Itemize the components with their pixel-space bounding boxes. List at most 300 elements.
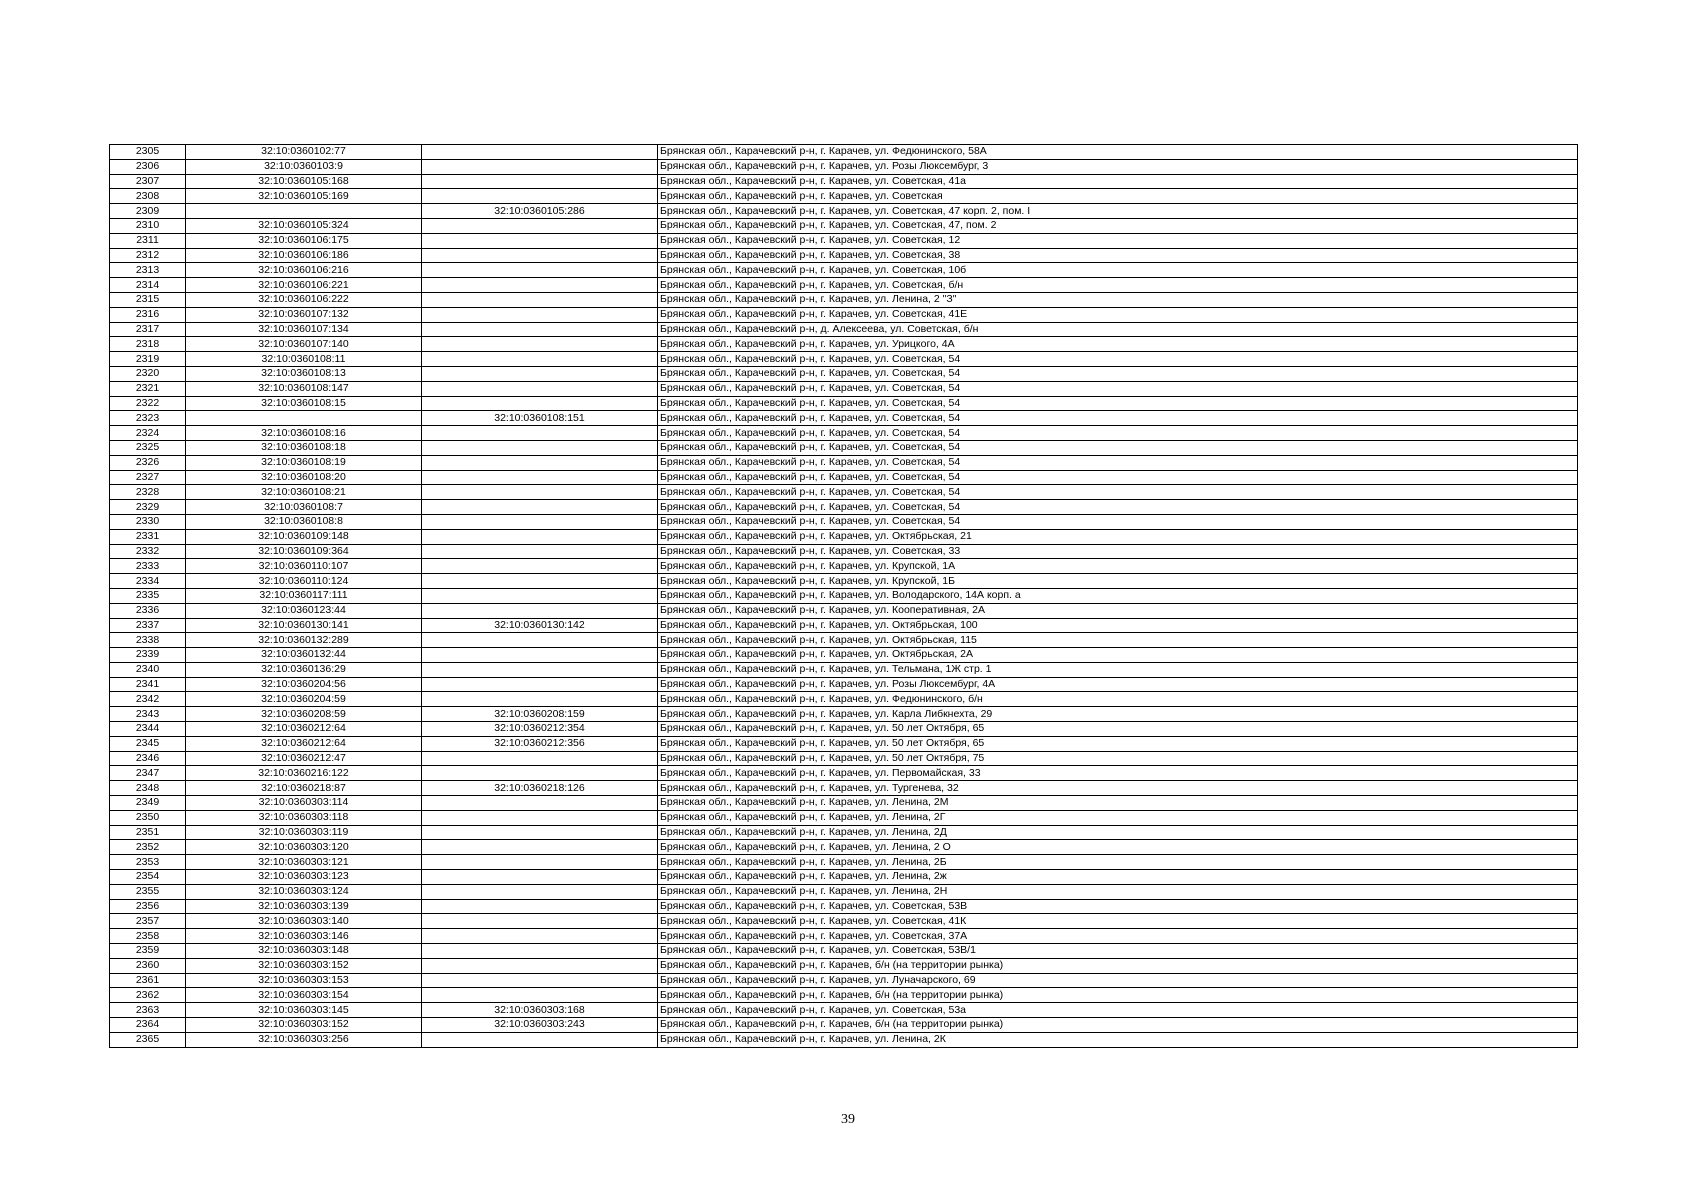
row-number-cell: 2314 <box>110 278 186 293</box>
row-number-cell: 2349 <box>110 796 186 811</box>
related-cadastral-number-cell <box>422 485 658 500</box>
row-number-cell: 2352 <box>110 840 186 855</box>
row-number-cell: 2308 <box>110 189 186 204</box>
table-row <box>110 781 1578 796</box>
related-cadastral-number-cell <box>422 455 658 470</box>
table-row <box>110 426 1578 441</box>
table-row <box>110 736 1578 751</box>
table-row <box>110 840 1578 855</box>
related-cadastral-number-cell <box>422 381 658 396</box>
cadastral-number-cell: 32:10:0360108:8 <box>186 514 422 529</box>
cadastral-number-cell: 32:10:0360108:7 <box>186 500 422 515</box>
address-cell: Брянская обл., Карачевский р-н, г. Карачев, ул. Федюнинского, 58А <box>658 145 1578 160</box>
address-cell: Брянская обл., Карачевский р-н, г. Карачев, ул. Советская, 47 корп. 2, пом. I <box>658 204 1578 219</box>
cadastral-number-cell: 32:10:0360105:168 <box>186 174 422 189</box>
address-cell: Брянская обл., Карачевский р-н, г. Карачев, ул. Ленина, 2 О <box>658 840 1578 855</box>
row-number-cell: 2322 <box>110 396 186 411</box>
address-cell: Брянская обл., Карачевский р-н, г. Карачев, ул. Советская, 41Е <box>658 307 1578 322</box>
cadastral-number-cell: 32:10:0360303:123 <box>186 870 422 885</box>
row-number-cell: 2306 <box>110 159 186 174</box>
table-row <box>110 544 1578 559</box>
address-cell: Брянская обл., Карачевский р-н, г. Карачев, ул. Октябрьская, 100 <box>658 618 1578 633</box>
address-cell: Брянская обл., Карачевский р-н, г. Карачев, ул. Советская, 47, пом. 2 <box>658 218 1578 233</box>
related-cadastral-number-cell <box>422 825 658 840</box>
related-cadastral-number-cell <box>422 544 658 559</box>
table-row <box>110 1003 1578 1018</box>
table-row <box>110 381 1578 396</box>
cadastral-number-cell: 32:10:0360109:364 <box>186 544 422 559</box>
address-cell: Брянская обл., Карачевский р-н, г. Карачев, ул. Советская, 54 <box>658 426 1578 441</box>
table-row <box>110 633 1578 648</box>
row-number-cell: 2341 <box>110 677 186 692</box>
row-number-cell: 2317 <box>110 322 186 337</box>
cadastral-number-cell: 32:10:0360107:134 <box>186 322 422 337</box>
table-row <box>110 307 1578 322</box>
row-number-cell: 2333 <box>110 559 186 574</box>
cadastral-number-cell: 32:10:0360103:9 <box>186 159 422 174</box>
row-number-cell: 2351 <box>110 825 186 840</box>
table-row <box>110 485 1578 500</box>
cadastral-number-cell: 32:10:0360212:64 <box>186 722 422 737</box>
address-cell: Брянская обл., Карачевский р-н, г. Карачев, ул. Советская, 54 <box>658 455 1578 470</box>
related-cadastral-number-cell: 32:10:0360105:286 <box>422 204 658 219</box>
row-number-cell: 2343 <box>110 707 186 722</box>
address-cell: Брянская обл., Карачевский р-н, г. Карачев, ул. Тельмана, 1Ж стр. 1 <box>658 662 1578 677</box>
cadastral-number-cell: 32:10:0360303:256 <box>186 1032 422 1047</box>
cadastral-number-cell: 32:10:0360108:147 <box>186 381 422 396</box>
address-cell: Брянская обл., Карачевский р-н, г. Карачев, ул. Советская, 12 <box>658 233 1578 248</box>
cadastral-number-cell: 32:10:0360109:148 <box>186 529 422 544</box>
row-number-cell: 2362 <box>110 988 186 1003</box>
address-cell: Брянская обл., Карачевский р-н, г. Карачев, ул. Советская, б/н <box>658 278 1578 293</box>
row-number-cell: 2350 <box>110 810 186 825</box>
table-row <box>110 1032 1578 1047</box>
table-row <box>110 796 1578 811</box>
address-cell: Брянская обл., Карачевский р-н, г. Карачев, ул. Первомайская, 33 <box>658 766 1578 781</box>
address-cell: Брянская обл., Карачевский р-н, г. Карачев, ул. Крупской, 1А <box>658 559 1578 574</box>
related-cadastral-number-cell <box>422 588 658 603</box>
row-number-cell: 2326 <box>110 455 186 470</box>
table-row <box>110 825 1578 840</box>
related-cadastral-number-cell <box>422 145 658 160</box>
table-row <box>110 366 1578 381</box>
address-cell: Брянская обл., Карачевский р-н, г. Карачев, ул. Советская, 54 <box>658 500 1578 515</box>
table-row <box>110 233 1578 248</box>
table-row <box>110 500 1578 515</box>
table-row <box>110 292 1578 307</box>
table-row <box>110 440 1578 455</box>
address-cell: Брянская обл., Карачевский р-н, г. Карачев, ул. Ленина, 2Г <box>658 810 1578 825</box>
row-number-cell: 2331 <box>110 529 186 544</box>
property-register-table <box>109 144 1578 1048</box>
related-cadastral-number-cell <box>422 233 658 248</box>
row-number-cell: 2338 <box>110 633 186 648</box>
cadastral-number-cell <box>186 204 422 219</box>
row-number-cell: 2347 <box>110 766 186 781</box>
cadastral-number-cell: 32:10:0360132:44 <box>186 648 422 663</box>
address-cell: Брянская обл., Карачевский р-н, г. Карачев, ул. Ленина, 2Д <box>658 825 1578 840</box>
row-number-cell: 2329 <box>110 500 186 515</box>
table-row <box>110 529 1578 544</box>
cadastral-number-cell: 32:10:0360132:289 <box>186 633 422 648</box>
address-cell: Брянская обл., Карачевский р-н, г. Карачев, б/н (на территории рынка) <box>658 1018 1578 1033</box>
row-number-cell: 2340 <box>110 662 186 677</box>
related-cadastral-number-cell <box>422 174 658 189</box>
row-number-cell: 2348 <box>110 781 186 796</box>
address-cell: Брянская обл., Карачевский р-н, г. Карачев, ул. Советская, 54 <box>658 514 1578 529</box>
row-number-cell: 2359 <box>110 944 186 959</box>
row-number-cell: 2319 <box>110 352 186 367</box>
table-row <box>110 944 1578 959</box>
row-number-cell: 2321 <box>110 381 186 396</box>
cadastral-number-cell: 32:10:0360303:119 <box>186 825 422 840</box>
related-cadastral-number-cell <box>422 988 658 1003</box>
related-cadastral-number-cell <box>422 278 658 293</box>
table-row <box>110 204 1578 219</box>
related-cadastral-number-cell: 32:10:0360212:354 <box>422 722 658 737</box>
address-cell: Брянская обл., Карачевский р-н, г. Карачев, ул. Розы Люксембург, 4А <box>658 677 1578 692</box>
cadastral-number-cell: 32:10:0360105:169 <box>186 189 422 204</box>
cadastral-number-cell: 32:10:0360303:148 <box>186 944 422 959</box>
address-cell: Брянская обл., Карачевский р-н, г. Карачев, ул. 50 лет Октября, 65 <box>658 736 1578 751</box>
related-cadastral-number-cell <box>422 1032 658 1047</box>
address-cell: Брянская обл., Карачевский р-н, г. Карачев, ул. Октябрьская, 21 <box>658 529 1578 544</box>
address-cell: Брянская обл., Карачевский р-н, г. Карачев, ул. Советская, 54 <box>658 366 1578 381</box>
related-cadastral-number-cell <box>422 633 658 648</box>
row-number-cell: 2357 <box>110 914 186 929</box>
address-cell: Брянская обл., Карачевский р-н, г. Карачев, ул. Кооперативная, 2А <box>658 603 1578 618</box>
cadastral-number-cell: 32:10:0360108:16 <box>186 426 422 441</box>
table-row <box>110 855 1578 870</box>
address-cell: Брянская обл., Карачевский р-н, г. Карачев, ул. Розы Люксембург, 3 <box>658 159 1578 174</box>
table-row <box>110 145 1578 160</box>
address-cell: Брянская обл., Карачевский р-н, г. Карачев, ул. Ленина, 2 "З" <box>658 292 1578 307</box>
related-cadastral-number-cell <box>422 218 658 233</box>
table-row <box>110 692 1578 707</box>
address-cell: Брянская обл., Карачевский р-н, г. Карачев, ул. Советская, 38 <box>658 248 1578 263</box>
related-cadastral-number-cell <box>422 648 658 663</box>
cadastral-number-cell: 32:10:0360303:118 <box>186 810 422 825</box>
address-cell: Брянская обл., Карачевский р-н, г. Карачев, б/н (на территории рынка) <box>658 958 1578 973</box>
address-cell: Брянская обл., Карачевский р-н, г. Карачев, ул. Советская, 54 <box>658 485 1578 500</box>
cadastral-number-cell: 32:10:0360130:141 <box>186 618 422 633</box>
row-number-cell: 2312 <box>110 248 186 263</box>
related-cadastral-number-cell <box>422 751 658 766</box>
cadastral-number-cell: 32:10:0360136:29 <box>186 662 422 677</box>
cadastral-number-cell: 32:10:0360108:18 <box>186 440 422 455</box>
table-row <box>110 810 1578 825</box>
row-number-cell: 2361 <box>110 973 186 988</box>
table-row <box>110 559 1578 574</box>
cadastral-number-cell: 32:10:0360303:121 <box>186 855 422 870</box>
table-row <box>110 766 1578 781</box>
table-row <box>110 929 1578 944</box>
cadastral-number-cell: 32:10:0360204:59 <box>186 692 422 707</box>
address-cell: Брянская обл., Карачевский р-н, г. Карачев, ул. 50 лет Октября, 65 <box>658 722 1578 737</box>
row-number-cell: 2365 <box>110 1032 186 1047</box>
related-cadastral-number-cell <box>422 514 658 529</box>
related-cadastral-number-cell <box>422 958 658 973</box>
address-cell: Брянская обл., Карачевский р-н, г. Карачев, ул. Ленина, 2М <box>658 796 1578 811</box>
cadastral-number-cell: 32:10:0360117:111 <box>186 588 422 603</box>
row-number-cell: 2342 <box>110 692 186 707</box>
related-cadastral-number-cell <box>422 677 658 692</box>
address-cell: Брянская обл., Карачевский р-н, г. Карачев, ул. Октябрьская, 2А <box>658 648 1578 663</box>
address-cell: Брянская обл., Карачевский р-н, д. Алексеева, ул. Советская, б/н <box>658 322 1578 337</box>
table-row <box>110 322 1578 337</box>
table-row <box>110 263 1578 278</box>
cadastral-number-cell: 32:10:0360106:175 <box>186 233 422 248</box>
table-row <box>110 1018 1578 1033</box>
table-body <box>110 145 1578 1048</box>
related-cadastral-number-cell <box>422 337 658 352</box>
related-cadastral-number-cell <box>422 603 658 618</box>
address-cell: Брянская обл., Карачевский р-н, г. Карачев, ул. Крупской, 1Б <box>658 574 1578 589</box>
table-row <box>110 870 1578 885</box>
cadastral-number-cell: 32:10:0360303:153 <box>186 973 422 988</box>
address-cell: Брянская обл., Карачевский р-н, г. Карачев, ул. Советская, 41а <box>658 174 1578 189</box>
related-cadastral-number-cell <box>422 944 658 959</box>
row-number-cell: 2318 <box>110 337 186 352</box>
address-cell: Брянская обл., Карачевский р-н, г. Карачев, ул. Урицкого, 4А <box>658 337 1578 352</box>
related-cadastral-number-cell <box>422 440 658 455</box>
row-number-cell: 2334 <box>110 574 186 589</box>
related-cadastral-number-cell <box>422 855 658 870</box>
row-number-cell: 2345 <box>110 736 186 751</box>
row-number-cell: 2327 <box>110 470 186 485</box>
address-cell: Брянская обл., Карачевский р-н, г. Карачев, ул. Карла Либкнехта, 29 <box>658 707 1578 722</box>
cadastral-number-cell: 32:10:0360108:11 <box>186 352 422 367</box>
address-cell: Брянская обл., Карачевский р-н, г. Карачев, ул. Советская, 10б <box>658 263 1578 278</box>
cadastral-number-cell: 32:10:0360303:120 <box>186 840 422 855</box>
page-number: 39 <box>841 1112 855 1127</box>
cadastral-number-cell: 32:10:0360108:19 <box>186 455 422 470</box>
table-row <box>110 662 1578 677</box>
table-row <box>110 455 1578 470</box>
table-row <box>110 278 1578 293</box>
address-cell: Брянская обл., Карачевский р-н, г. Карачев, ул. Ленина, 2Н <box>658 884 1578 899</box>
row-number-cell: 2339 <box>110 648 186 663</box>
cadastral-number-cell: 32:10:0360218:87 <box>186 781 422 796</box>
row-number-cell: 2310 <box>110 218 186 233</box>
row-number-cell: 2323 <box>110 411 186 426</box>
table-row <box>110 248 1578 263</box>
address-cell: Брянская обл., Карачевский р-н, г. Карачев, ул. 50 лет Октября, 75 <box>658 751 1578 766</box>
cadastral-number-cell: 32:10:0360212:64 <box>186 736 422 751</box>
related-cadastral-number-cell <box>422 352 658 367</box>
related-cadastral-number-cell <box>422 899 658 914</box>
cadastral-number-cell: 32:10:0360208:59 <box>186 707 422 722</box>
table-row <box>110 973 1578 988</box>
related-cadastral-number-cell <box>422 914 658 929</box>
related-cadastral-number-cell <box>422 884 658 899</box>
table-row <box>110 218 1578 233</box>
cadastral-number-cell: 32:10:0360106:186 <box>186 248 422 263</box>
related-cadastral-number-cell <box>422 263 658 278</box>
related-cadastral-number-cell: 32:10:0360212:356 <box>422 736 658 751</box>
cadastral-number-cell: 32:10:0360107:140 <box>186 337 422 352</box>
cadastral-number-cell: 32:10:0360303:139 <box>186 899 422 914</box>
address-cell: Брянская обл., Карачевский р-н, г. Карачев, ул. Советская, 33 <box>658 544 1578 559</box>
related-cadastral-number-cell <box>422 662 658 677</box>
cadastral-number-cell: 32:10:0360108:13 <box>186 366 422 381</box>
related-cadastral-number-cell <box>422 796 658 811</box>
row-number-cell: 2311 <box>110 233 186 248</box>
related-cadastral-number-cell <box>422 973 658 988</box>
address-cell: Брянская обл., Карачевский р-н, г. Карачев, ул. Советская, 54 <box>658 352 1578 367</box>
address-cell: Брянская обл., Карачевский р-н, г. Карачев, ул. Советская, 53а <box>658 1003 1578 1018</box>
table-row <box>110 174 1578 189</box>
table-row <box>110 988 1578 1003</box>
cadastral-number-cell: 32:10:0360110:124 <box>186 574 422 589</box>
row-number-cell: 2313 <box>110 263 186 278</box>
related-cadastral-number-cell <box>422 292 658 307</box>
table-row <box>110 189 1578 204</box>
row-number-cell: 2360 <box>110 958 186 973</box>
table-row <box>110 899 1578 914</box>
cadastral-number-cell: 32:10:0360106:221 <box>186 278 422 293</box>
related-cadastral-number-cell <box>422 322 658 337</box>
table-row <box>110 648 1578 663</box>
table-row <box>110 884 1578 899</box>
cadastral-number-cell: 32:10:0360106:222 <box>186 292 422 307</box>
table-row <box>110 514 1578 529</box>
related-cadastral-number-cell <box>422 159 658 174</box>
address-cell: Брянская обл., Карачевский р-н, г. Карачев, ул. Советская, 54 <box>658 470 1578 485</box>
address-cell: Брянская обл., Карачевский р-н, г. Карачев, ул. Тургенева, 32 <box>658 781 1578 796</box>
row-number-cell: 2328 <box>110 485 186 500</box>
row-number-cell: 2356 <box>110 899 186 914</box>
address-cell: Брянская обл., Карачевский р-н, г. Карачев, ул. Октябрьская, 115 <box>658 633 1578 648</box>
cadastral-number-cell: 32:10:0360105:324 <box>186 218 422 233</box>
row-number-cell: 2332 <box>110 544 186 559</box>
cadastral-number-cell <box>186 411 422 426</box>
row-number-cell: 2335 <box>110 588 186 603</box>
related-cadastral-number-cell <box>422 426 658 441</box>
related-cadastral-number-cell: 32:10:0360108:151 <box>422 411 658 426</box>
cadastral-number-cell: 32:10:0360108:20 <box>186 470 422 485</box>
table-row <box>110 914 1578 929</box>
address-cell: Брянская обл., Карачевский р-н, г. Карачев, б/н (на территории рынка) <box>658 988 1578 1003</box>
cadastral-number-cell: 32:10:0360108:15 <box>186 396 422 411</box>
table-row <box>110 396 1578 411</box>
address-cell: Брянская обл., Карачевский р-н, г. Карачев, ул. Советская <box>658 189 1578 204</box>
cadastral-number-cell: 32:10:0360106:216 <box>186 263 422 278</box>
table-row <box>110 707 1578 722</box>
address-cell: Брянская обл., Карачевский р-н, г. Карачев, ул. Ленина, 2К <box>658 1032 1578 1047</box>
row-number-cell: 2315 <box>110 292 186 307</box>
address-cell: Брянская обл., Карачевский р-н, г. Карачев, ул. Советская, 54 <box>658 411 1578 426</box>
row-number-cell: 2358 <box>110 929 186 944</box>
cadastral-number-cell: 32:10:0360303:140 <box>186 914 422 929</box>
cadastral-number-cell: 32:10:0360303:145 <box>186 1003 422 1018</box>
related-cadastral-number-cell <box>422 559 658 574</box>
address-cell: Брянская обл., Карачевский р-н, г. Карачев, ул. Федюнинского, б/н <box>658 692 1578 707</box>
cadastral-number-cell: 32:10:0360107:132 <box>186 307 422 322</box>
cadastral-number-cell: 32:10:0360303:152 <box>186 958 422 973</box>
cadastral-number-cell: 32:10:0360123:44 <box>186 603 422 618</box>
cadastral-number-cell: 32:10:0360110:107 <box>186 559 422 574</box>
related-cadastral-number-cell: 32:10:0360303:243 <box>422 1018 658 1033</box>
related-cadastral-number-cell <box>422 574 658 589</box>
row-number-cell: 2363 <box>110 1003 186 1018</box>
cadastral-number-cell: 32:10:0360303:152 <box>186 1018 422 1033</box>
related-cadastral-number-cell <box>422 396 658 411</box>
related-cadastral-number-cell <box>422 366 658 381</box>
address-cell: Брянская обл., Карачевский р-н, г. Карачев, ул. Советская, 54 <box>658 381 1578 396</box>
related-cadastral-number-cell: 32:10:0360303:168 <box>422 1003 658 1018</box>
table-row <box>110 588 1578 603</box>
address-cell: Брянская обл., Карачевский р-н, г. Карачев, ул. Советская, 53В <box>658 899 1578 914</box>
row-number-cell: 2325 <box>110 440 186 455</box>
related-cadastral-number-cell <box>422 189 658 204</box>
row-number-cell: 2307 <box>110 174 186 189</box>
table-row <box>110 958 1578 973</box>
row-number-cell: 2309 <box>110 204 186 219</box>
row-number-cell: 2364 <box>110 1018 186 1033</box>
row-number-cell: 2324 <box>110 426 186 441</box>
related-cadastral-number-cell <box>422 840 658 855</box>
related-cadastral-number-cell <box>422 248 658 263</box>
related-cadastral-number-cell <box>422 766 658 781</box>
related-cadastral-number-cell <box>422 810 658 825</box>
row-number-cell: 2305 <box>110 145 186 160</box>
row-number-cell: 2330 <box>110 514 186 529</box>
table-row <box>110 470 1578 485</box>
address-cell: Брянская обл., Карачевский р-н, г. Карачев, ул. Советская, 41К <box>658 914 1578 929</box>
row-number-cell: 2346 <box>110 751 186 766</box>
table-row <box>110 722 1578 737</box>
related-cadastral-number-cell: 32:10:0360218:126 <box>422 781 658 796</box>
related-cadastral-number-cell <box>422 307 658 322</box>
related-cadastral-number-cell <box>422 870 658 885</box>
table-row <box>110 603 1578 618</box>
address-cell: Брянская обл., Карачевский р-н, г. Карачев, ул. Ленина, 2Б <box>658 855 1578 870</box>
row-number-cell: 2355 <box>110 884 186 899</box>
table-row <box>110 337 1578 352</box>
cadastral-number-cell: 32:10:0360204:56 <box>186 677 422 692</box>
row-number-cell: 2344 <box>110 722 186 737</box>
related-cadastral-number-cell: 32:10:0360208:159 <box>422 707 658 722</box>
cadastral-number-cell: 32:10:0360303:114 <box>186 796 422 811</box>
row-number-cell: 2353 <box>110 855 186 870</box>
cadastral-number-cell: 32:10:0360216:122 <box>186 766 422 781</box>
row-number-cell: 2316 <box>110 307 186 322</box>
table-row <box>110 751 1578 766</box>
row-number-cell: 2320 <box>110 366 186 381</box>
address-cell: Брянская обл., Карачевский р-н, г. Карачев, ул. Советская, 53В/1 <box>658 944 1578 959</box>
cadastral-number-cell: 32:10:0360212:47 <box>186 751 422 766</box>
related-cadastral-number-cell <box>422 529 658 544</box>
table-row <box>110 574 1578 589</box>
related-cadastral-number-cell <box>422 500 658 515</box>
row-number-cell: 2336 <box>110 603 186 618</box>
cadastral-number-cell: 32:10:0360303:124 <box>186 884 422 899</box>
cadastral-number-cell: 32:10:0360303:146 <box>186 929 422 944</box>
table-row <box>110 352 1578 367</box>
related-cadastral-number-cell <box>422 692 658 707</box>
table-row <box>110 159 1578 174</box>
cadastral-number-cell: 32:10:0360108:21 <box>186 485 422 500</box>
address-cell: Брянская обл., Карачевский р-н, г. Карачев, ул. Советская, 54 <box>658 396 1578 411</box>
related-cadastral-number-cell: 32:10:0360130:142 <box>422 618 658 633</box>
cadastral-number-cell: 32:10:0360303:154 <box>186 988 422 1003</box>
address-cell: Брянская обл., Карачевский р-н, г. Карачев, ул. Советская, 54 <box>658 440 1578 455</box>
address-cell: Брянская обл., Карачевский р-н, г. Карачев, ул. Луначарского, 69 <box>658 973 1578 988</box>
address-cell: Брянская обл., Карачевский р-н, г. Карачев, ул. Ленина, 2ж <box>658 870 1578 885</box>
table-row <box>110 677 1578 692</box>
cadastral-number-cell: 32:10:0360102:77 <box>186 145 422 160</box>
